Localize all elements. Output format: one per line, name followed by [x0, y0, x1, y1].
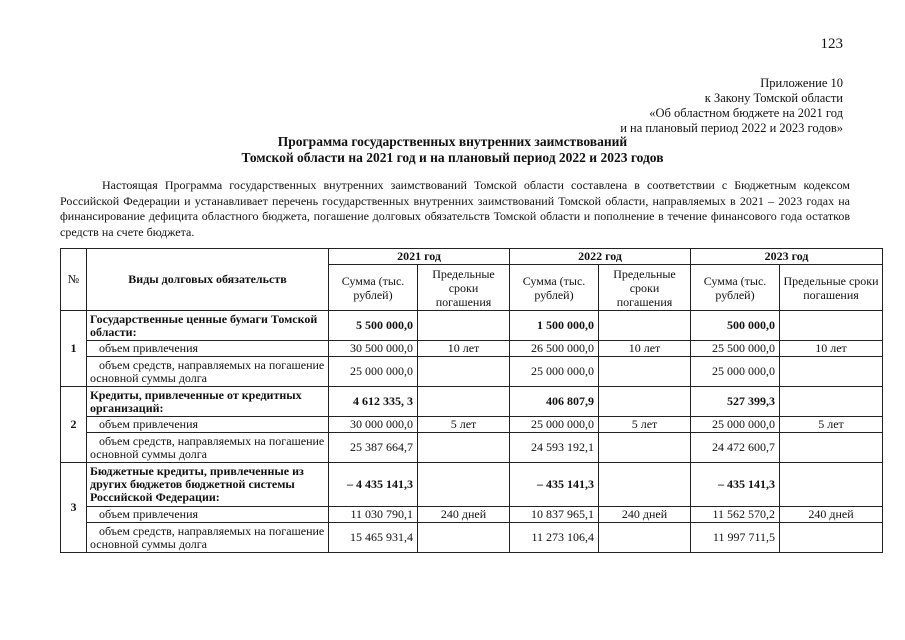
- header-sum: Сумма (тыс. рублей): [329, 265, 418, 311]
- appendix-line: и на плановый период 2022 и 2023 годов»: [620, 121, 843, 135]
- term-cell: 10 лет: [780, 341, 883, 357]
- term-cell: [599, 463, 691, 507]
- term-cell: [599, 387, 691, 417]
- sum-cell: 30 500 000,0: [329, 341, 418, 357]
- row-label: объем привлечения: [87, 507, 329, 523]
- sum-cell: 25 000 000,0: [329, 357, 418, 387]
- term-cell: [418, 523, 510, 553]
- sum-cell: 25 000 000,0: [691, 417, 780, 433]
- header-term: Предельные сроки погашения: [599, 265, 691, 311]
- term-cell: 5 лет: [780, 417, 883, 433]
- appendix-line: «Об областном бюджете на 2021 год: [649, 106, 843, 120]
- term-cell: 5 лет: [599, 417, 691, 433]
- term-cell: [599, 523, 691, 553]
- sum-cell: 24 593 192,1: [510, 433, 599, 463]
- table-row: [61, 311, 883, 341]
- table-row: [61, 341, 883, 357]
- table-row: [61, 433, 883, 463]
- table-row: [61, 357, 883, 387]
- sum-cell: 11 273 106,4: [510, 523, 599, 553]
- row-num: 1: [61, 311, 87, 387]
- table-row: [61, 417, 883, 433]
- sum-cell: 25 000 000,0: [691, 357, 780, 387]
- document-title: [0, 134, 905, 166]
- section-title: Государственные ценные бумаги Томской области:: [87, 311, 329, 341]
- sum-cell: 11 562 570,2: [691, 507, 780, 523]
- term-cell: [780, 311, 883, 341]
- table-row: [61, 387, 883, 417]
- appendix-line: Приложение 10: [760, 76, 843, 90]
- sum-cell: 25 387 664,7: [329, 433, 418, 463]
- sum-cell: – 435 141,3: [510, 463, 599, 507]
- sum-cell: 24 472 600,7: [691, 433, 780, 463]
- row-label: объем средств, направляемых на погашение основной суммы долга: [87, 357, 329, 387]
- term-cell: [418, 463, 510, 507]
- term-cell: [418, 433, 510, 463]
- term-cell: [780, 357, 883, 387]
- table-row: [61, 523, 883, 553]
- table-row: [61, 463, 883, 507]
- term-cell: [599, 311, 691, 341]
- section-title: Кредиты, привлеченные от кредитных организаций:: [87, 387, 329, 417]
- term-cell: [418, 357, 510, 387]
- section-title: Бюджетные кредиты, привлеченные из других бюджетов бюджетной системы Российской Федерации:: [87, 463, 329, 507]
- sum-cell: 30 000 000,0: [329, 417, 418, 433]
- intro-text: Настоящая Программа государственных внутренних заимствований Томской области составлена в соответствии с Бюджетным кодексом Российской Федерации и устанавливает перечень государственных внутренних заимствований Томской области, направляемых в 2021 – 2023 годах на финансирование дефицита областного бюджета, погашение долговых обязательств Томской области и пополнение в течение финансового года остатков средств на счете бюджета.: [60, 178, 850, 239]
- sum-cell: 11 030 790,1: [329, 507, 418, 523]
- row-label: объем средств, направляемых на погашение основной суммы долга: [87, 523, 329, 553]
- sum-cell: – 435 141,3: [691, 463, 780, 507]
- term-cell: [780, 433, 883, 463]
- sum-cell: 10 837 965,1: [510, 507, 599, 523]
- header-term: Предельные сроки погашения: [418, 265, 510, 311]
- borrowing-table: [60, 248, 883, 553]
- term-cell: [780, 387, 883, 417]
- term-cell: [418, 311, 510, 341]
- appendix-note: [620, 76, 843, 136]
- intro-paragraph: [60, 178, 850, 240]
- row-label: объем привлечения: [87, 417, 329, 433]
- term-cell: [599, 433, 691, 463]
- header-year-2023: 2023 год: [691, 249, 883, 265]
- sum-cell: – 4 435 141,3: [329, 463, 418, 507]
- header-sum: Сумма (тыс. рублей): [510, 265, 599, 311]
- sum-cell: 527 399,3: [691, 387, 780, 417]
- row-num: 3: [61, 463, 87, 553]
- row-label: объем привлечения: [87, 341, 329, 357]
- table-row: [61, 507, 883, 523]
- term-cell: 240 дней: [418, 507, 510, 523]
- sum-cell: 4 612 335, 3: [329, 387, 418, 417]
- header-debt-type: Виды долговых обязательств: [87, 249, 329, 311]
- sum-cell: 500 000,0: [691, 311, 780, 341]
- term-cell: 10 лет: [418, 341, 510, 357]
- term-cell: 240 дней: [599, 507, 691, 523]
- sum-cell: 406 807,9: [510, 387, 599, 417]
- term-cell: [599, 357, 691, 387]
- sum-cell: 11 997 711,5: [691, 523, 780, 553]
- title-line-2: Томской области на 2021 год и на плановый период 2022 и 2023 годов: [241, 150, 664, 165]
- header-year-2021: 2021 год: [329, 249, 510, 265]
- row-num: 2: [61, 387, 87, 463]
- row-label: объем средств, направляемых на погашение основной суммы долга: [87, 433, 329, 463]
- sum-cell: 15 465 931,4: [329, 523, 418, 553]
- header-num: №: [61, 249, 87, 311]
- title-line-1: Программа государственных внутренних заимствований: [277, 134, 628, 149]
- term-cell: 10 лет: [599, 341, 691, 357]
- term-cell: [418, 387, 510, 417]
- term-cell: 5 лет: [418, 417, 510, 433]
- sum-cell: 26 500 000,0: [510, 341, 599, 357]
- sum-cell: 25 000 000,0: [510, 417, 599, 433]
- header-year-2022: 2022 год: [510, 249, 691, 265]
- header-sum: Сумма (тыс. рублей): [691, 265, 780, 311]
- sum-cell: 5 500 000,0: [329, 311, 418, 341]
- term-cell: [780, 463, 883, 507]
- sum-cell: 1 500 000,0: [510, 311, 599, 341]
- sum-cell: 25 000 000,0: [510, 357, 599, 387]
- page-number: 123: [820, 36, 843, 52]
- term-cell: [780, 523, 883, 553]
- term-cell: 240 дней: [780, 507, 883, 523]
- header-term: Предельные сроки погашения: [780, 265, 883, 311]
- sum-cell: 25 500 000,0: [691, 341, 780, 357]
- appendix-line: к Закону Томской области: [704, 91, 843, 105]
